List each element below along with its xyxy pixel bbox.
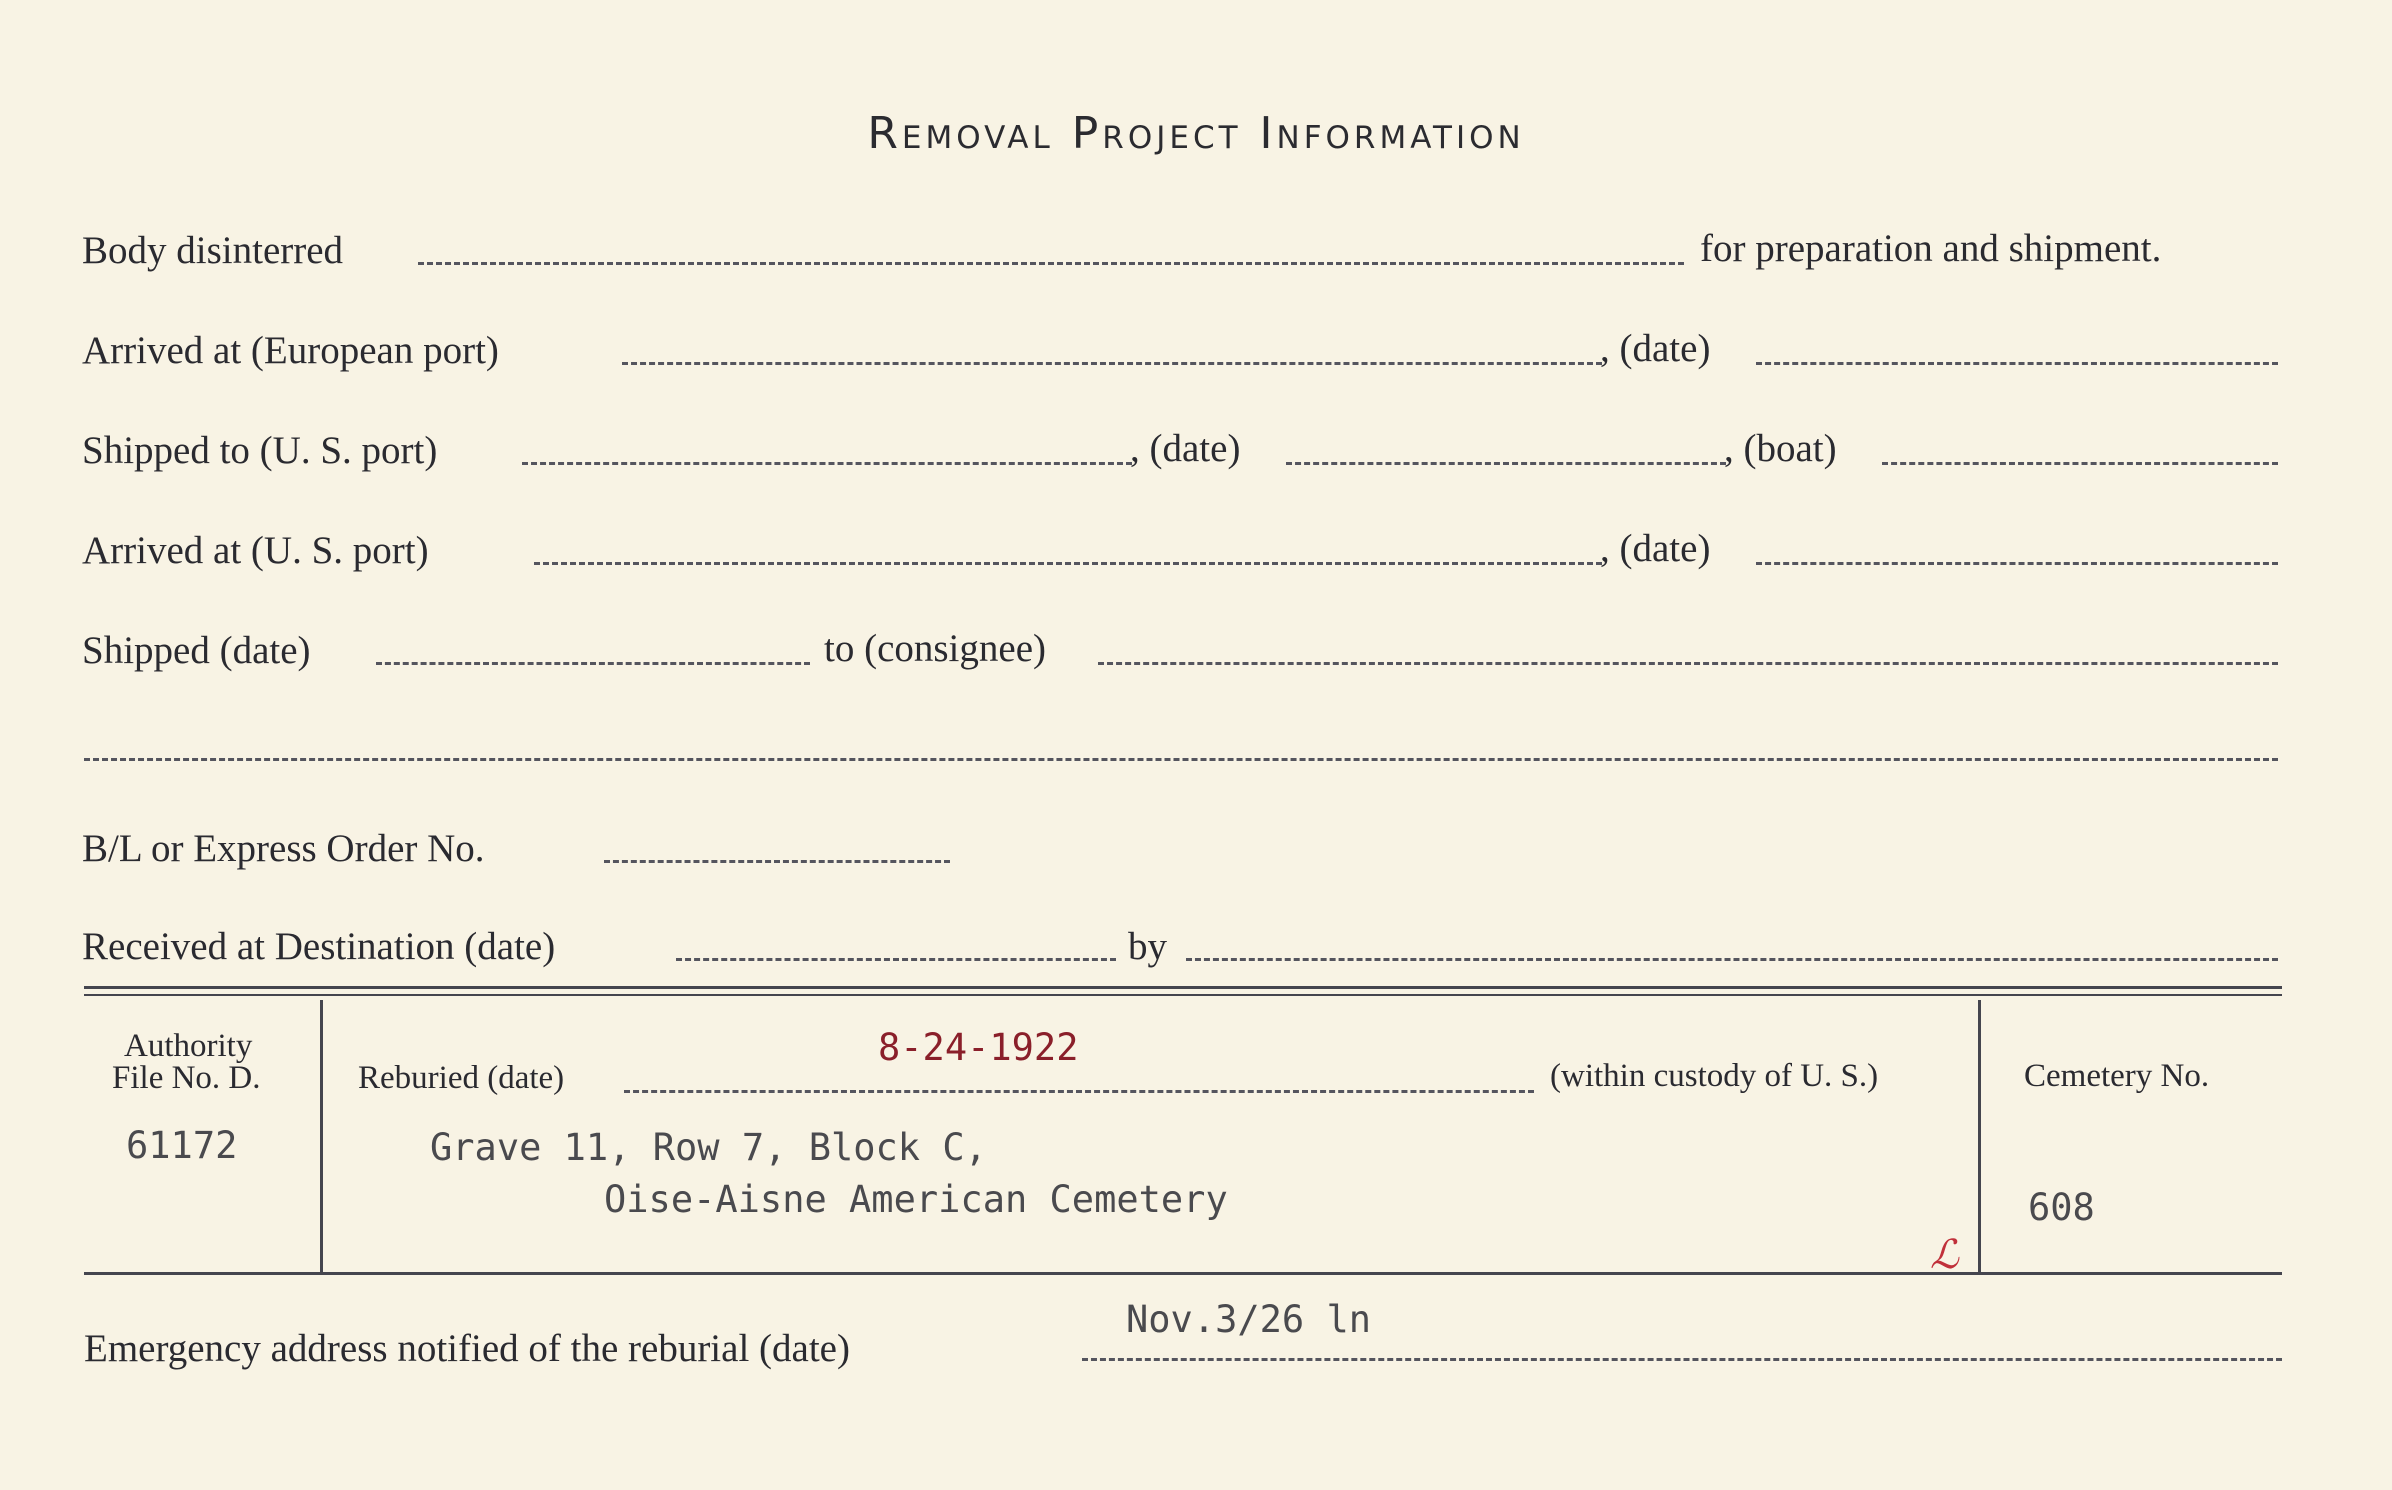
custody-label: (within custody of U. S.) (1550, 1058, 1879, 1094)
arrived-us-port-label: Arrived at (U. S. port) (82, 529, 429, 572)
shipped-date-input[interactable] (376, 662, 810, 665)
cemetery-number-value: 608 (2028, 1186, 2095, 1229)
european-port-field[interactable] (622, 362, 1602, 365)
shipped-us-port-label: Shipped to (U. S. port) (82, 429, 438, 472)
consignee-label: to (consignee) (824, 627, 1047, 670)
box-divider-left (320, 1000, 323, 1272)
file-number-value: 61172 (126, 1124, 238, 1167)
card-title: Removal Project Information (867, 108, 1525, 159)
grave-line-1: Grave 11, Row 7, Block C, (430, 1126, 987, 1169)
handwritten-check-mark-icon: ℒ (1930, 1232, 1959, 1278)
consignee-continued-field[interactable] (84, 758, 2278, 761)
for-preparation-label: for preparation and shipment. (1700, 227, 2162, 270)
us-port-field[interactable] (522, 462, 1132, 465)
body-disinterred-field[interactable] (418, 262, 1684, 265)
received-date-field[interactable] (676, 958, 1116, 961)
shipped-date-label: Shipped (date) (82, 629, 311, 672)
reburied-date-field[interactable] (624, 1090, 1534, 1093)
european-date-field[interactable] (1756, 362, 2278, 365)
date-label-3: , (date) (1600, 527, 1711, 570)
emergency-date-value: Nov.3/26 ln (1126, 1298, 1372, 1341)
bl-order-field[interactable] (604, 860, 950, 863)
reburied-label: Reburied (date) (358, 1060, 565, 1096)
authority-label: Authority (124, 1028, 253, 1064)
boat-label: , (boat) (1724, 427, 1837, 470)
grave-line-2: Oise-Aisne American Cemetery (604, 1178, 1228, 1221)
file-no-label: File No. D. (112, 1060, 261, 1096)
emergency-address-label: Emergency address notified of the reburial (date) (84, 1327, 850, 1370)
cemetery-no-label: Cemetery No. (2024, 1058, 2210, 1094)
box-top-rule (84, 986, 2282, 989)
box-top-rule-inner (84, 994, 2282, 996)
emergency-date-field[interactable] (1082, 1358, 2282, 1361)
box-divider-right (1978, 1000, 1981, 1272)
received-destination-label: Received at Destination (date) (82, 925, 556, 968)
date-label-1: , (date) (1600, 327, 1711, 370)
boat-field[interactable] (1882, 462, 2278, 465)
arrived-us-date-field[interactable] (1756, 562, 2278, 565)
body-disinterred-label: Body disinterred (82, 229, 344, 272)
bl-order-label: B/L or Express Order No. (82, 827, 485, 870)
consignee-field[interactable] (1098, 662, 2278, 665)
shipped-date-field[interactable] (1286, 462, 1726, 465)
received-by-field[interactable] (1186, 958, 2278, 961)
arrived-european-port-label: Arrived at (European port) (82, 329, 499, 372)
by-label: by (1128, 925, 1167, 968)
reburied-date-value: 8-24-1922 (878, 1026, 1079, 1069)
arrived-us-port-field[interactable] (534, 562, 1602, 565)
date-label-2: , (date) (1130, 427, 1241, 470)
